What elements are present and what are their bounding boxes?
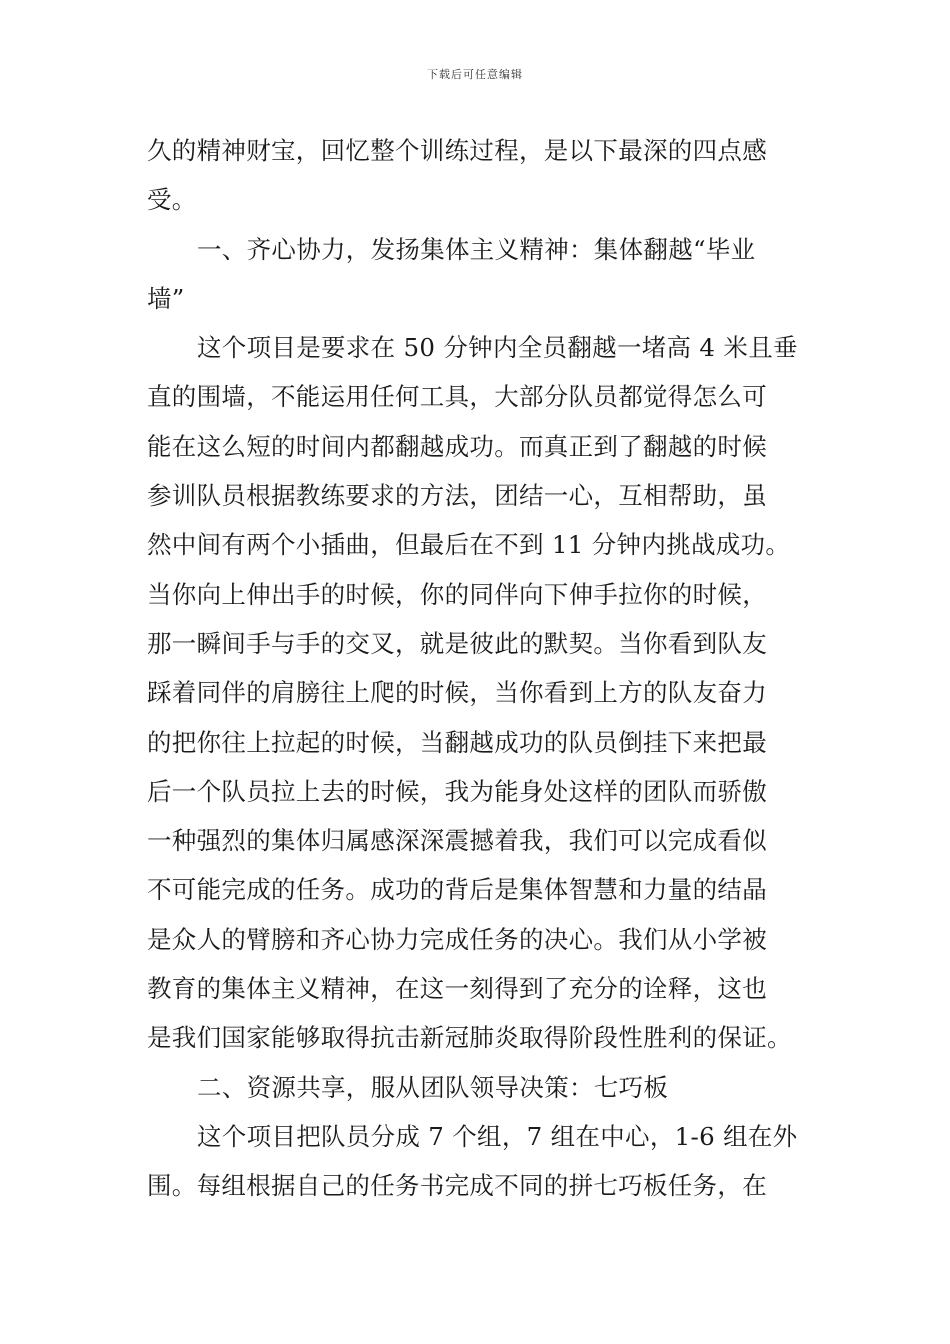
text-line: 踩着同伴的肩膀往上爬的时候，当你看到上方的队友奋力 [147,678,767,708]
text-line: 教育的集体主义精神，在这一刻得到了充分的诠释，这也 [147,974,767,1004]
text-line: 的把你往上拉起的时候，当翻越成功的队员倒挂下来把最 [147,727,767,757]
text-line: 久的精神财宝，回忆整个训练过程，是以下最深的四点感 [147,136,767,165]
text-line: 是我们国家能够取得抗击新冠肺炎取得阶段性胜利的保证。 [147,1023,792,1053]
text-line: 受。 [147,185,197,215]
text-line: 这个项目是要求在 50 分钟内全员翻越一堵高 4 米且垂 [197,333,798,363]
text-line: 那一瞬间手与手的交叉，就是彼此的默契。当你看到队友 [147,628,767,658]
text-line: 墙” [147,283,185,313]
text-line: 直的围墙，不能运用任何工具，大部分队员都觉得怎么可 [147,382,767,412]
text-line: 不可能完成的任务。成功的背后是集体智慧和力量的结晶 [147,875,767,905]
body-text [147,126,807,1211]
text-line: 一种强烈的集体归属感深深震撼着我，我们可以完成看似 [147,826,767,856]
text-line: 围。每组根据自己的任务书完成不同的拼七巧板任务，在 [147,1171,767,1201]
text-line: 一、齐心协力，发扬集体主义精神：集体翻越“毕业 [197,234,756,264]
text-line: 能在这么短的时间内都翻越成功。而真正到了翻越的时候 [147,431,767,461]
text-line: 参训队员根据教练要求的方法，团结一心，互相帮助，虽 [147,481,767,511]
text-line: 二、资源共享，服从团队领导决策：七巧板 [197,1072,669,1102]
page-header: 下载后可任意编辑 [427,68,523,81]
text-line: 然中间有两个小插曲，但最后在不到 11 分钟内挑战成功。 [147,530,791,560]
text-line: 后一个队员拉上去的时候，我为能身处这样的团队而骄傲 [147,776,767,806]
text-line: 这个项目把队员分成 7 个组，7 组在中心，1-6 组在外 [197,1121,798,1151]
text-line: 当你向上伸出手的时候，你的同伴向下伸手拉你的时候， [147,579,767,609]
text-line: 是众人的臂膀和齐心协力完成任务的决心。我们从小学被 [147,924,767,954]
